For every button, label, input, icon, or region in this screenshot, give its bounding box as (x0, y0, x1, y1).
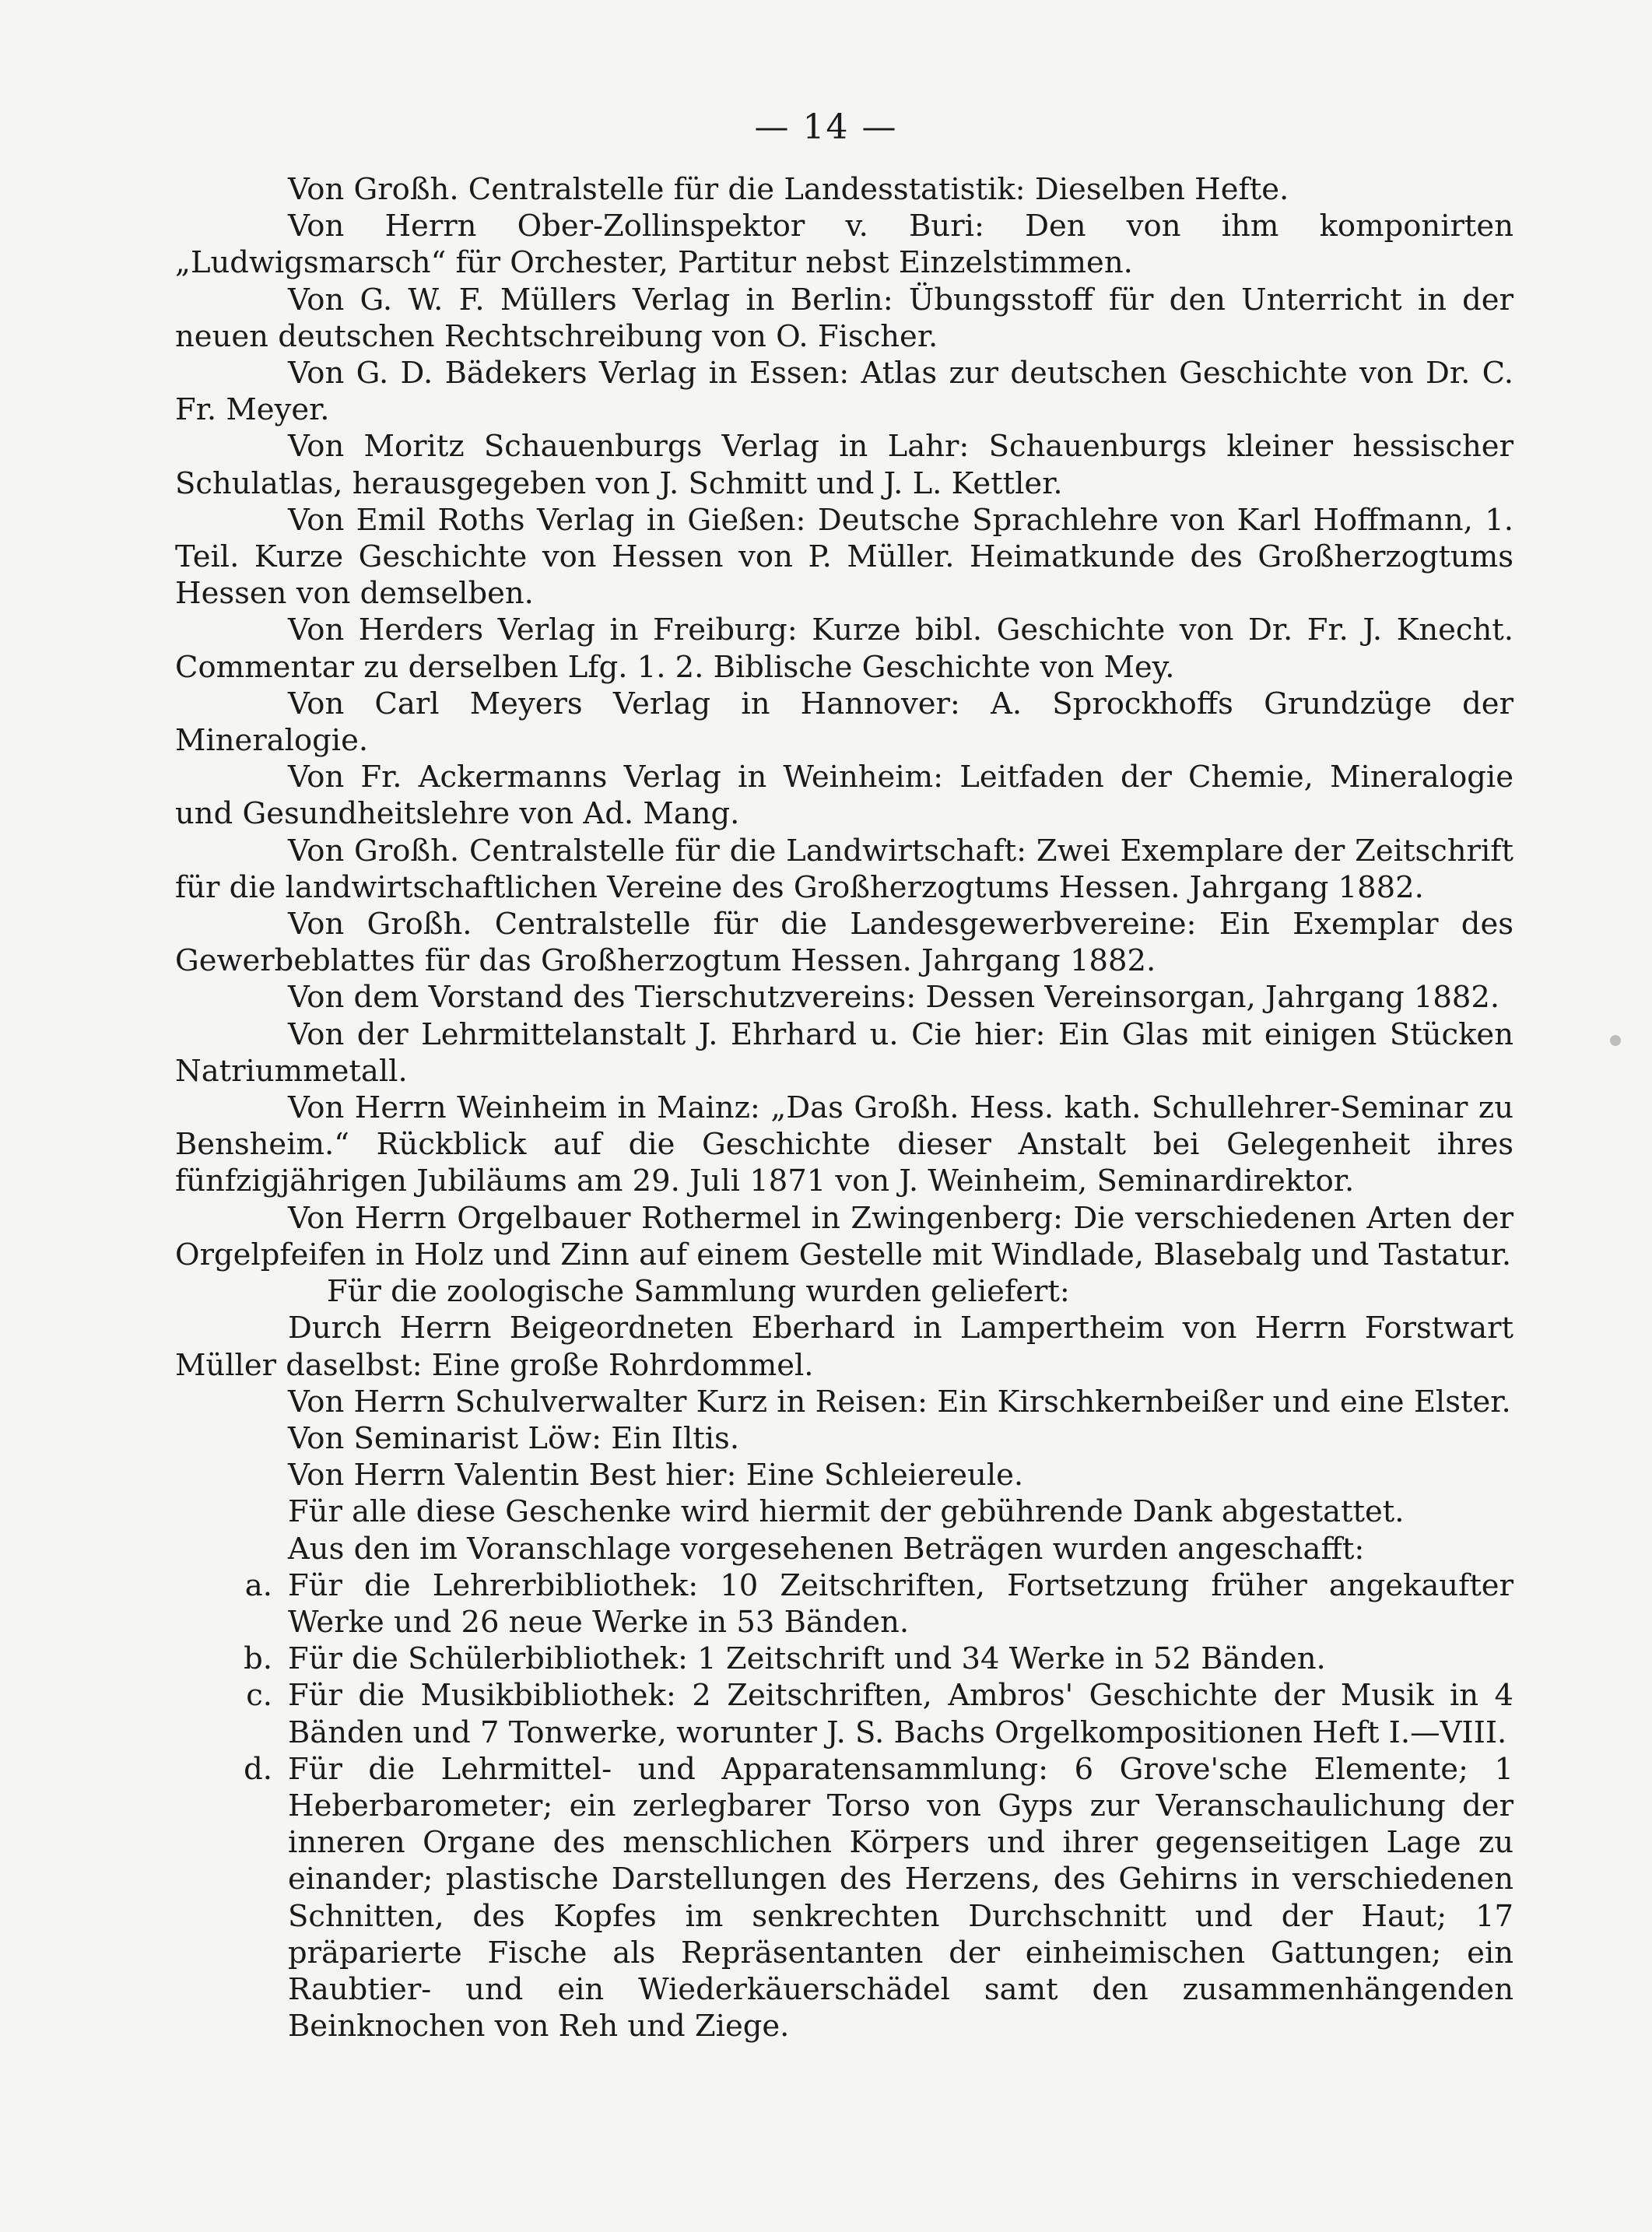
paragraph: Von Großh. Centralstelle für die Landesstatistik: Dieselben Hefte. (288, 172, 1289, 207)
paragraph: Aus den im Voranschlage vorgesehenen Beträgen wurden angeschafft: (288, 1531, 1365, 1567)
paragraph: Von der Lehrmittelanstalt J. Ehrhard u. Cie hier: Ein Glas mit einigen Stücken Natriummetall. (175, 1016, 1513, 1089)
list-item (175, 1641, 1513, 1677)
paragraph: Von Herrn Ober-Zollinspektor v. Buri: Den von ihm komponirten „Ludwigsmarsch“ für Orchester, Partitur nebst Einzelstimmen. (175, 209, 1513, 281)
list-text: Für die Lehrerbibliothek: 10 Zeitschriften, Fortsetzung früher angekaufter Werke und 26 neue Werke in 53 Bänden. (288, 1567, 1513, 1640)
list-text: Für die Schülerbibliothek: 1 Zeitschrift und 34 Werke in 52 Bänden. (288, 1641, 1326, 1677)
paragraph: Von dem Vorstand des Tierschutzvereins: Dessen Vereinsorgan, Jahrgang 1882. (288, 980, 1500, 1016)
paragraph: Von Großh. Centralstelle für die Landesgewerbvereine: Ein Exemplar des Gewerbeblattes für das Großherzogtum Hessen. Jahrgang 1882. (175, 907, 1513, 979)
page-number: — 14 — (754, 107, 898, 147)
ink-spot (1610, 1035, 1621, 1046)
list-item (175, 1751, 1513, 2045)
paragraph: Von Carl Meyers Verlag in Hannover: A. Sprockhoffs Grundzüge der Mineralogie. (175, 686, 1513, 759)
zoology-intro: Für die zoologische Sammlung wurden geliefert: (327, 1274, 1070, 1310)
list-item (175, 1677, 1513, 1750)
list-letter: a. (244, 1567, 272, 1603)
page-body (175, 171, 1513, 2044)
list-letter: c. (246, 1678, 272, 1714)
paragraph: Von Herrn Schulverwalter Kurz in Reisen: Ein Kirschkernbeißer und eine Elster. (288, 1384, 1511, 1420)
paragraph: Von G. D. Bädekers Verlag in Essen: Atlas zur deutschen Geschichte von Dr. C. Fr. Meyer. (175, 356, 1513, 428)
list-letter: d. (244, 1751, 272, 1787)
paragraph: Von Moritz Schauenburgs Verlag in Lahr: Schauenburgs kleiner hessischer Schulatlas, herausgegeben von J. Schmitt und J. L. Kettler. (175, 429, 1513, 501)
list-text: Für die Lehrmittel- und Apparatensammlung: 6 Grove'sche Elemente; 1 Heberbarometer; ein zerlegbarer Torso von Gyps zur Veranschaulichung der inneren Organe des menschlichen Körpers und ihrer gegenseitigen Lage zu einander; plastische Darstellungen des Herzens, des Gehirns in verschiedenen Schnitten, des Kopfes im senkrechten Durchschnitt und der Haut; 17 präparierte Fische als Repräsentanten der einheimischen Gattungen; ein Raubtier- und ein Wiederkäuerschädel samt den zusammenhängenden Beinknochen von Reh und Ziege. (288, 1751, 1513, 2044)
paragraph: Für alle diese Geschenke wird hiermit der gebührende Dank abgestattet. (288, 1494, 1405, 1530)
paragraph: Von Herrn Valentin Best hier: Eine Schleiereule. (288, 1458, 1024, 1493)
paragraph: Von Fr. Ackermanns Verlag in Weinheim: Leitfaden der Chemie, Mineralogie und Gesundheitslehre von Ad. Mang. (175, 760, 1513, 832)
paragraph: Von Emil Roths Verlag in Gießen: Deutsche Sprachlehre von Karl Hoffmann, 1. Teil. Kurze Geschichte von Hessen von P. Müller. Heimatkunde des Großherzogtums Hessen von demselben. (175, 502, 1513, 612)
paragraph: Von Herrn Orgelbauer Rothermel in Zwingenberg: Die verschiedenen Arten der Orgelpfeifen in Holz und Zinn auf einem Gestelle mit Windlade, Blasebalg und Tastatur. (175, 1200, 1513, 1272)
paragraph: Von Seminarist Löw: Ein Iltis. (288, 1420, 740, 1456)
list-text: Für die Musikbibliothek: 2 Zeitschriften, Ambros' Geschichte der Musik in 4 Bänden und 7 Tonwerke, worunter J. S. Bachs Orgelkompositionen Heft I.—VIII. (288, 1678, 1513, 1750)
list-letter: b. (244, 1641, 272, 1677)
paragraph: Von Herrn Weinheim in Mainz: „Das Großh. Hess. kath. Schullehrer-Seminar zu Bensheim.“ Rückblick auf die Geschichte dieser Anstalt bei Gelegenheit ihres fünfzigjährigen Jubiläums am 29. Juli 1871 von J. Weinheim, Seminardirektor. (175, 1090, 1513, 1199)
paragraph: Von G. W. F. Müllers Verlag in Berlin: Übungsstoff für den Unterricht in der neuen deutschen Rechtschreibung von O. Fischer. (175, 282, 1513, 354)
paragraph: Von Großh. Centralstelle für die Landwirtschaft: Zwei Exemplare der Zeitschrift für die landwirtschaftlichen Vereine des Großherzogtums Hessen. Jahrgang 1882. (175, 833, 1513, 905)
paragraph: Durch Herrn Beigeordneten Eberhard in Lampertheim von Herrn Forstwart Müller daselbst: Eine große Rohrdommel. (175, 1311, 1513, 1383)
paragraph: Von Herders Verlag in Freiburg: Kurze bibl. Geschichte von Dr. Fr. J. Knecht. Commentar zu derselben Lfg. 1. 2. Biblische Geschichte von Mey. (175, 612, 1513, 685)
list-item (175, 1567, 1513, 1641)
